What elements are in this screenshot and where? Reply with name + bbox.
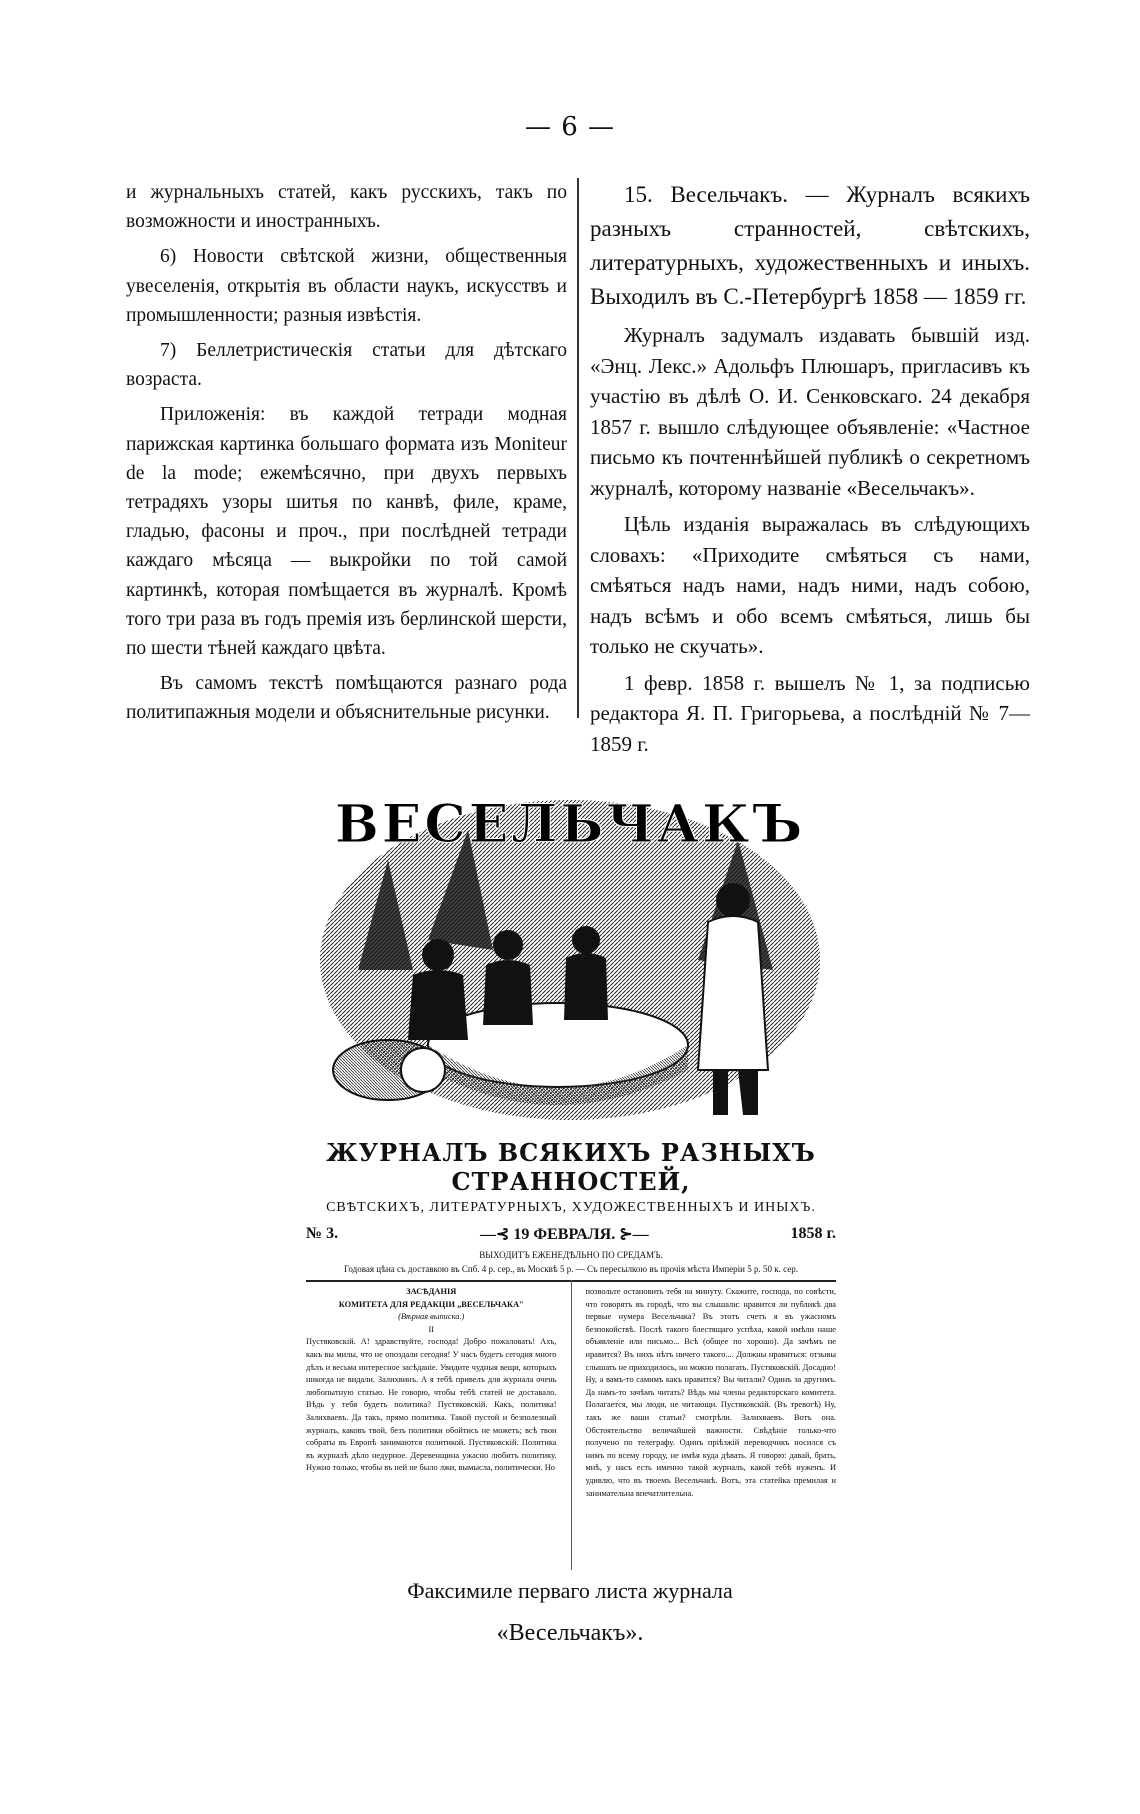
barrel-end — [401, 1048, 445, 1092]
col2-text: позвольте остановить тебя на минуту. Скажите, господа, по совѣсти, что говорятъ въ городѣ, что вы слышали: нравится ли публикѣ два первые нумера Весельчака? Въ этотъ счетъ я въ ужасномъ безпокойствѣ. Послѣ такого блестящаго успѣха, какой имѣли наше объявленіе или письмо... Всѣ (общее по хорошо). Да зачѣмъ не нравится? Въ нихъ нѣтъ ничего такого.... Должны нравиться: отзывы слышать не приходилось, но можно полагать. Пустяковскій. Досадно! Ну, а вамъ-то самимъ какъ нравится? Вы читали? Одинъ за другимъ. Да намъ-то зачѣмъ читать? Вѣдь мы члены редакторскаго комитета. Полагается, мы люди, не читающи. Пустяковскій. (Въ тревогѣ) Ну, такъ же ваши статьи? смотрѣли. Залихваевъ. Вотъ она. Обстоятельство величайшей важности. Свѣдѣніе только-что получено по телеграфу. Одинъ пріѣзжій переводчикъ носился съ нимъ по всему городу, не имѣя куда дѣвать. Я говорю: давай, брать, мнѣ, у насъ есть именно такой журналъ, какой тебѣ нуженъ. И удивлю, что въ твоемъ Весельчакѣ. Вотъ, эта статейка премилая и занимательна впечатлительна. — [585, 1287, 836, 1498]
facsimile-column-rule — [571, 1280, 572, 1570]
left-paragraph-4: Приложенія: въ каждой тетради модная парижская картинка большаго формата изъ Moniteur de la mode; ежемѣсячно, при двухъ первыхъ тетрадяхъ узоры шитья по канвѣ, филе, краме, гладью, фасоны и проч., при послѣдней тетради каждаго мѣсяца — выкройки по той самой картинкѣ, которая помѣщается въ журналѣ. Кромѣ того три раза въ годъ премія изъ берлинской шерсти, по шести тѣней каждаго цвѣта. — [126, 404, 567, 660]
col1-heading-3: (Вѣрная выписка.) — [398, 1312, 465, 1322]
left-paragraph-1: и журнальныхъ статей, какъ русскихъ, такъ по возможности и иностранныхъ. — [126, 182, 567, 233]
issue-row — [306, 1224, 836, 1244]
left-paragraph-3: 7) Беллетристическія статьи для дѣтскаго возраста. — [126, 340, 567, 391]
caption-line-2: «Весельчакъ». — [496, 1620, 644, 1646]
col1-heading-4: II — [428, 1324, 435, 1334]
facsimile-columns — [306, 1280, 836, 1570]
right-column — [590, 178, 1030, 759]
page-number: — 6 — — [524, 112, 616, 142]
right-paragraph-3: 1 февр. 1858 г. вышелъ № 1, за подписью редактора Я. П. Григорьева, а послѣдній № 7— 1859 г. — [590, 670, 1030, 756]
logo-text: ВЕСЕЛЬЧАКЪ — [334, 794, 806, 855]
engraving-scene — [318, 770, 822, 1120]
right-paragraph-1: Журналъ задумалъ издавать бывшій изд. «Энц. Лекс.» Адольфъ Плюшаръ, пригласивъ къ участію въ дѣлѣ О. И. Сенковскаго. 24 декабря 1857 г. вышло слѣдующее объявленіе: «Частное письмо къ почтеннѣйшей публикѣ о секретномъ журналѣ, которому названіе «Весельчакъ». — [590, 323, 1030, 500]
right-paragraph-2: Цѣль изданія выражалась въ слѣдующихъ словахъ: «Приходите смѣяться съ нами, смѣяться надъ нами, надъ ними, надъ собою, надъ всѣмъ и обо всемъ смѣяться, лишь бы только не скучать». — [590, 512, 1030, 658]
left-paragraph-2: 6) Новости свѣтской жизни, общественныя увеселенія, открытія въ области наукъ, искусствъ и промышленности; разныя извѣстія. — [126, 246, 567, 326]
masthead-illustration — [318, 770, 822, 1120]
issue-number: № 3. — [306, 1225, 339, 1242]
col1-heading-1: ЗАСѢДАНІЯ — [406, 1287, 457, 1296]
entry-heading: 15. Весельчакъ. — Журналъ всякихъ разныхъ странностей, свѣтскихъ, литературныхъ, художественныхъ и иныхъ. Выходилъ въ С.-Петербургѣ 1858 — 1859 гг. — [590, 182, 1030, 309]
facsimile-masthead — [306, 1138, 836, 1282]
col1-text: Пустяковскій. А! здравствуйте, господа! Добро пожаловать! Ахъ, какъ вы милы, что не опоздали сегодня! У насъ будетъ сегодня много дѣлъ и весьма интересное засѣданіе. Увидите чудныя вещи, которыхъ никогда не видали. Залихвинъ. А я тебѣ привелъ для журнала очень любопытную статью. Не говорю, чтобы тебѣ статей не доставало. Вѣдь у тебя будетъ политика? Пустяковскій. Какъ, политика! Залихваевъ. Да такъ, прямо политика. Такой пустой и безполезный журналъ, каковъ твой, безъ политики обойтись не можетъ; всѣ твои собраты въ Европѣ занимаются политикой. Пустяковскій. Политика въ журналѣ дѣло недурное. Деревенщина ужасно любитъ политику. Нужно только, чтобы въ ней не было лжи, вымысла, политически. Но — [306, 1337, 557, 1473]
issue-year: 1858 г. — [790, 1225, 836, 1242]
issue-date: —⊰ 19 ФЕВРАЛЯ. ⊱— — [479, 1226, 649, 1243]
facsimile-subtitle: СВѢТСКИХЪ, ЛИТЕРАТУРНЫХЪ, ХУДОЖЕСТВЕННЫХЪ И ИНЫХЪ. — [326, 1200, 816, 1215]
col1-heading-2: КОМИТЕТА ДЛЯ РЕДАКЦІИ „ВЕСЕЛЬЧАКА" — [338, 1299, 524, 1309]
caption-line-1: Факсимиле перваго листа журнала — [407, 1578, 733, 1603]
left-paragraph-5: Въ самомъ текстѣ помѣщаются разнаго рода политипажныя модели и объяснительные рисунки. — [126, 673, 567, 724]
subscription-price: Годовая цѣна съ доставкою въ Спб. 4 р. сер., въ Москвѣ 5 р. — Съ пересылкою въ прочія мѣста Имперіи 5 р. 50 к. сер. — [344, 1264, 798, 1274]
facsimile-title: ЖУРНАЛЪ ВСЯКИХЪ РАЗНЫХЪ СТРАННОСТЕЙ, — [326, 1138, 816, 1196]
column-divider — [577, 178, 579, 718]
publication-schedule: ВЫХОДИТЪ ЕЖЕНЕДѢЛЬНО ПО СРЕДАМЪ. — [479, 1250, 663, 1260]
left-column — [126, 178, 567, 728]
facsimile-column-2 — [586, 1280, 837, 1570]
facsimile-column-1 — [306, 1280, 557, 1570]
